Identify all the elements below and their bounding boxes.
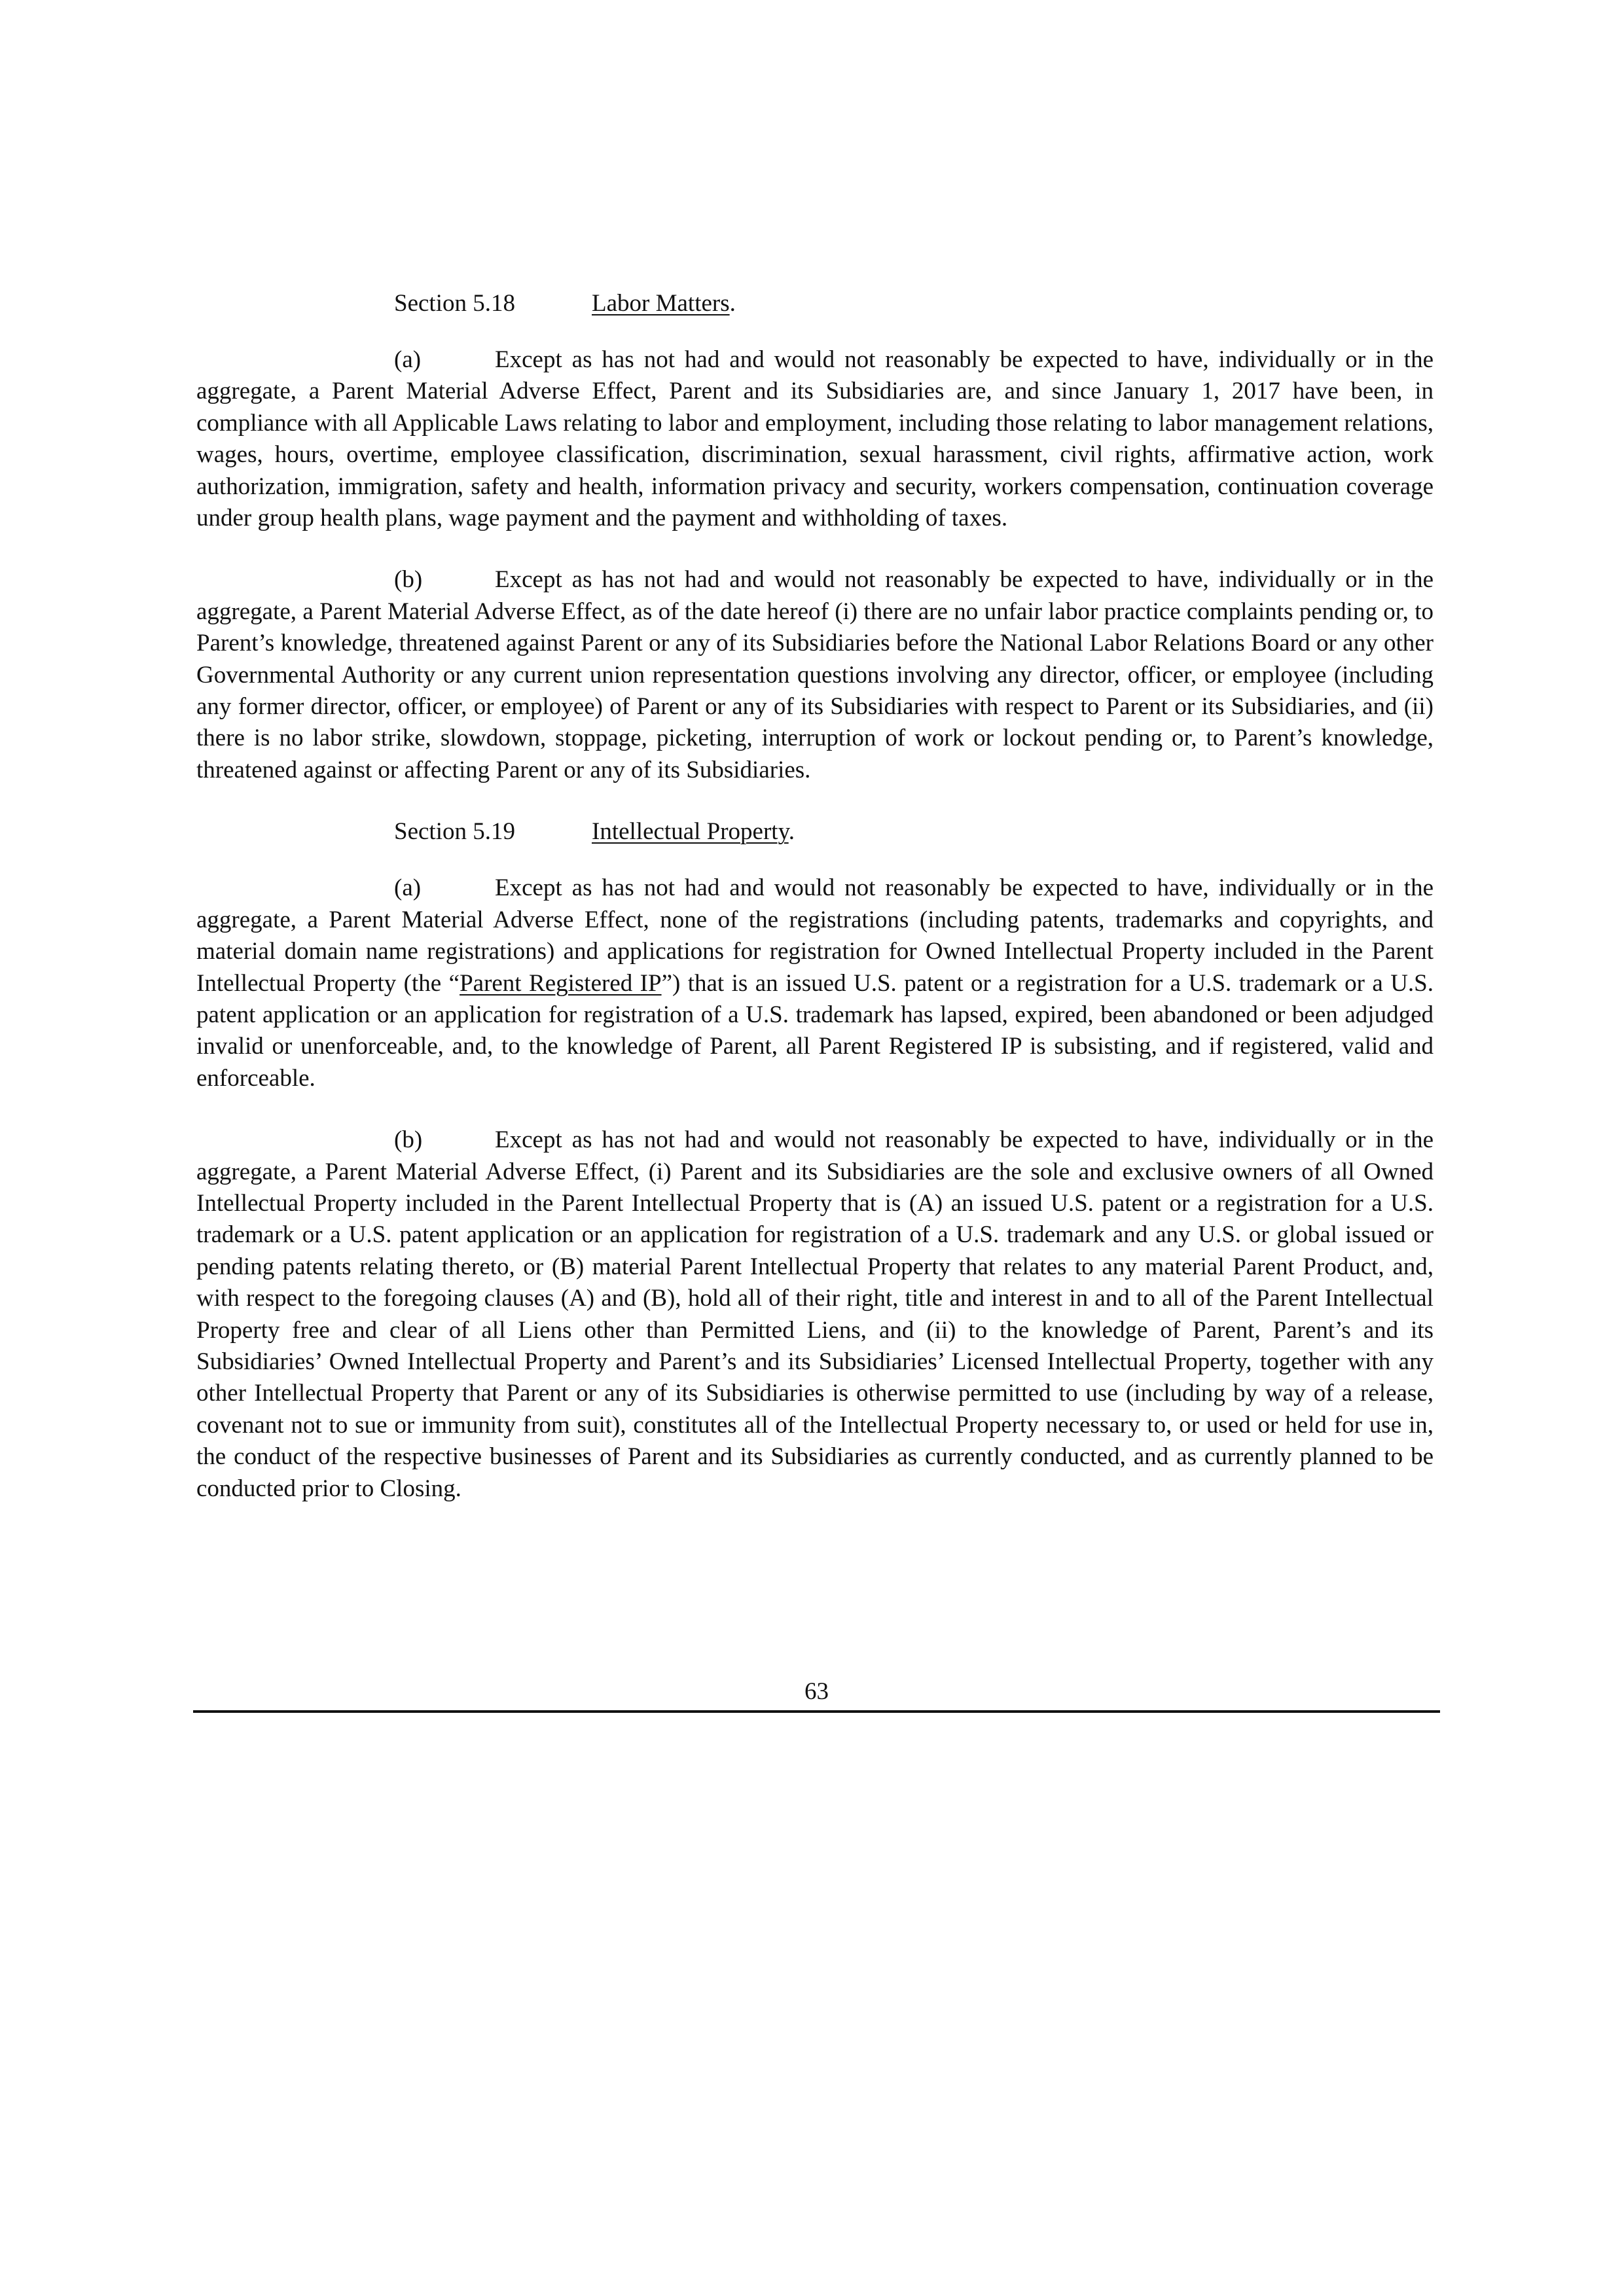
section-number: Section 5.19 — [394, 818, 515, 846]
section-title: Intellectual Property — [592, 818, 789, 846]
section-title-suffix: . — [788, 818, 795, 846]
paragraph-label: (a) — [394, 874, 422, 902]
section-heading-5-18 — [196, 288, 1434, 319]
paragraph-5-18-b — [196, 564, 1434, 786]
paragraph-5-19-a — [196, 872, 1434, 1094]
paragraph-5-19-b — [196, 1124, 1434, 1505]
defined-term: Parent Registered IP — [460, 969, 662, 997]
footer-rule — [193, 1710, 1440, 1713]
paragraph-text-after: ”) that is an issued U.S. patent or a registration for a U.S. trademark or a U.S. patent application or an application for registration of a U.S. trademark has lapsed, expired, been abandoned or been adjudged invalid or unenforceable, and, to the knowledge of Parent, all Parent Registered IP is subsisting, and if registered, valid and enforceable. — [196, 969, 1434, 1092]
paragraph-text: Except as has not had and would not reasonably be expected to have, individually or in the aggregate, a Parent Material Adverse Effect, Parent and its Subsidiaries are, and since January 1, 2017 have been, in compliance with all Applicable Laws relating to labor and employment, including those relating to labor management relations, wages, hours, overtime, employee classification, discrimination, sexual harassment, civil rights, affirmative action, work authorization, immigration, safety and health, information privacy and security, workers compensation, continuation coverage under group health plans, wage payment and the payment and withholding of taxes. — [196, 346, 1434, 532]
paragraph-text: Except as has not had and would not reasonably be expected to have, individually or in the aggregate, a Parent Material Adverse Effect, as of the date hereof (i) there are no unfair labor practice complaints pending or, to Parent’s knowledge, threatened against Parent or any of its Subsidiaries before the National Labor Relations Board or any other Governmental Authority or any current union representation questions involving any director, officer, or employee (including any former director, officer, or employee) of Parent or any of its Subsidiaries with respect to Parent or its Subsidiaries, and (ii) there is no labor strike, slowdown, stoppage, picketing, interruption of work or lockout pending or, to Parent’s knowledge, threatened against or affecting Parent or any of its Subsidiaries. — [196, 566, 1434, 783]
page-footer — [193, 1677, 1440, 1713]
page-number: 63 — [804, 1678, 829, 1705]
paragraph-text-before: Except as has not had and would not reasonably be expected to have, individually or in the aggregate, a Parent Material Adverse Effect, none of the registrations (including patents, trademarks and copyrights, and material domain name registrations) and applications for registration for Owned Intellectual Property included in the Parent Intellectual Property (the “ — [196, 874, 1434, 997]
paragraph-label: (b) — [394, 1126, 423, 1154]
paragraph-text: Except as has not had and would not reasonably be expected to have, individually or in the aggregate, a Parent Material Adverse Effect, (i) Parent and its Subsidiaries are the sole and exclusive owners of all Owned Intellectual Property included in the Parent Intellectual Property that is (A) an issued U.S. patent or a registration for a U.S. trademark or a U.S. patent application or an application for registration of a U.S. trademark and any U.S. or global issued or pending patents relating thereto, or (B) material Parent Intellectual Property that relates to any material Parent Product, and, with respect to the foregoing clauses (A) and (B), hold all of their right, title and interest in and to all of the Parent Intellectual Property free and clear of all Liens other than Permitted Liens, and (ii) to the knowledge of Parent, Parent’s and its Subsidiaries’ Owned Intellectual Property and Parent’s and its Subsidiaries’ Licensed Intellectual Property, together with any other Intellectual Property that Parent or any of its Subsidiaries is otherwise permitted to use (including by way of a release, covenant not to sue or immunity from suit), constitutes all of the Intellectual Property necessary to, or used or held for use in, the conduct of the respective businesses of Parent and its Subsidiaries as currently conducted, and as currently planned to be conducted prior to Closing. — [196, 1126, 1434, 1502]
document-page — [196, 288, 1434, 1535]
section-title: Labor Matters — [592, 290, 730, 317]
section-number: Section 5.18 — [394, 290, 515, 317]
section-heading-5-19 — [196, 816, 1434, 848]
paragraph-5-18-a — [196, 344, 1434, 534]
section-title-suffix: . — [729, 290, 736, 317]
paragraph-label: (a) — [394, 346, 422, 373]
paragraph-label: (b) — [394, 566, 423, 594]
